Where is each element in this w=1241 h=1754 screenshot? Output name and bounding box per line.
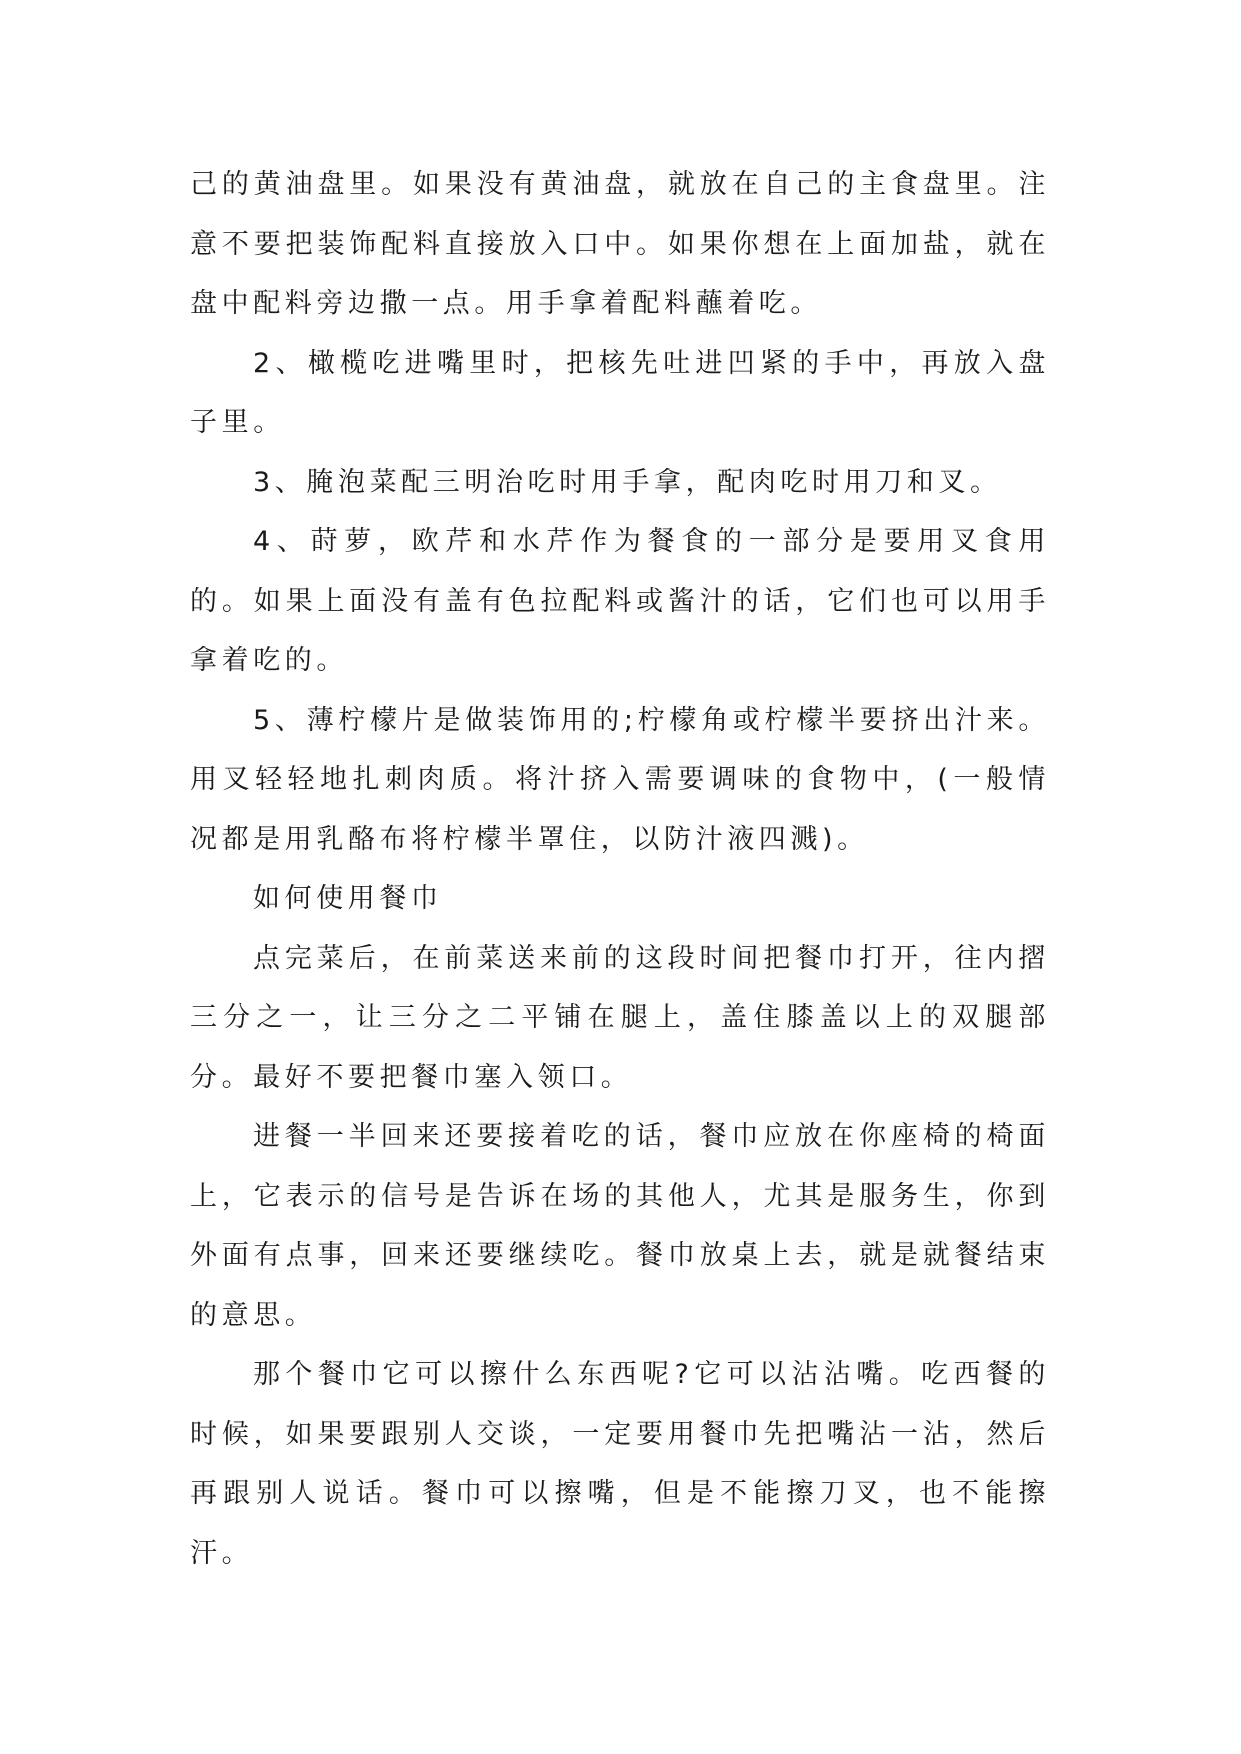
paragraph-item-4: 4、莳萝，欧芹和水芹作为餐食的一部分是要用叉食用的。如果上面没有盖有色拉配料或酱汁的话，它们也可以用手拿着吃的。 bbox=[190, 526, 1050, 676]
paragraph-item-3: 3、腌泡菜配三明治吃时用手拿，配肉吃时用刀和叉。 bbox=[253, 466, 1002, 498]
paragraph-napkin-2: 进餐一半回来还要接着吃的话，餐巾应放在你座椅的椅面上，它表示的信号是告诉在场的其他人，尤其是服务生，你到外面有点事，回来还要继续吃。餐巾放桌上去，就是就餐结束的意思。 bbox=[190, 1121, 1050, 1331]
paragraph-napkin-1: 点完菜后，在前菜送来前的这段时间把餐巾打开，往内摺三分之一，让三分之二平铺在腿上，盖住膝盖以上的双腿部分。最好不要把餐巾塞入领口。 bbox=[190, 942, 1050, 1093]
paragraph-continued: 己的黄油盘里。如果没有黄油盘，就放在自己的主食盘里。注意不要把装饰配料直接放入口中。如果你想在上面加盐，就在盘中配料旁边撒一点。用手拿着配料蘸着吃。 bbox=[190, 169, 1050, 319]
section-heading: 如何使用餐巾 bbox=[253, 883, 443, 914]
paragraph-item-5: 5、薄柠檬片是做装饰用的;柠檬角或柠檬半要挤出汁来。用叉轻轻地扎刺肉质。将汁挤入需要调味的食物中，(一般情况都是用乳酪布将柠檬半罩住，以防汁液四溅)。 bbox=[190, 704, 1050, 855]
paragraph-napkin-3: 那个餐巾它可以擦什么东西呢?它可以沾沾嘴。吃西餐的时候，如果要跟别人交谈，一定要用餐巾先把嘴沾一沾，然后再跟别人说话。餐巾可以擦嘴，但是不能擦刀叉，也不能擦汗。 bbox=[190, 1359, 1050, 1569]
paragraph-item-2: 2、橄榄吃进嘴里时，把核先吐进凹紧的手中，再放入盘子里。 bbox=[190, 347, 1050, 438]
document-body bbox=[190, 155, 1050, 1583]
